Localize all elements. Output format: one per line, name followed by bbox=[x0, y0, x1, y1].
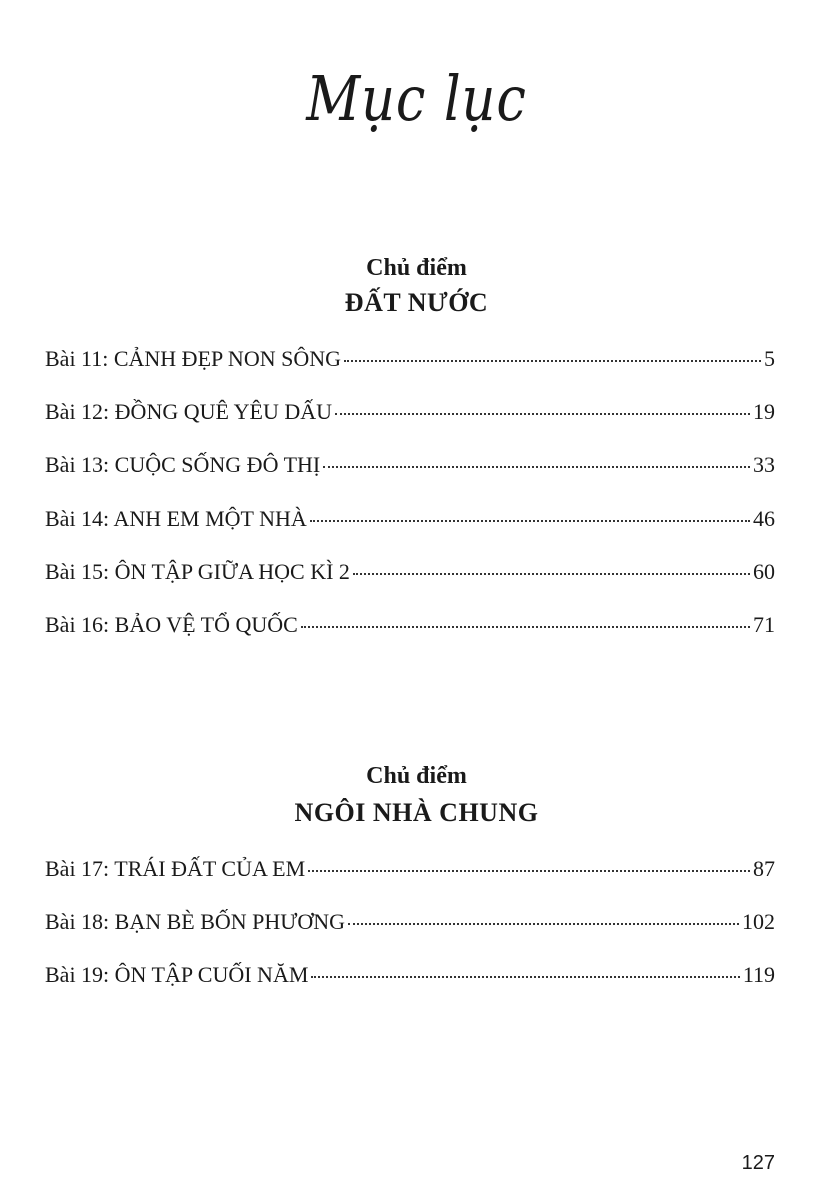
entry-title: Bài 16: BẢO VỆ TỔ QUỐC bbox=[45, 612, 298, 637]
toc-entry[interactable] bbox=[45, 452, 775, 480]
toc-entry[interactable] bbox=[45, 962, 775, 990]
toc-entry[interactable] bbox=[45, 856, 775, 884]
toc-entry[interactable] bbox=[45, 346, 775, 374]
toc-entry[interactable] bbox=[45, 399, 775, 427]
entry-title: Bài 12: ĐỒNG QUÊ YÊU DẤU bbox=[45, 399, 332, 424]
dot-leader bbox=[353, 573, 750, 575]
entry-title: Bài 17: TRÁI ĐẤT CỦA EM bbox=[45, 856, 306, 881]
toc-entry[interactable] bbox=[45, 612, 775, 640]
section-name: NGÔI NHÀ CHUNG bbox=[294, 798, 539, 827]
entry-page: 87 bbox=[753, 856, 775, 881]
section-label: Chủ điểm bbox=[366, 255, 467, 281]
entry-page: 33 bbox=[753, 452, 775, 477]
entry-title: Bài 13: CUỘC SỐNG ĐÔ THỊ bbox=[45, 452, 321, 477]
entry-title: Bài 11: CẢNH ĐẸP NON SÔNG bbox=[45, 346, 341, 371]
dot-leader bbox=[310, 520, 750, 522]
dot-leader bbox=[323, 466, 750, 468]
toc-entry[interactable] bbox=[45, 909, 775, 937]
dot-leader bbox=[335, 413, 750, 415]
toc-entry[interactable] bbox=[45, 506, 775, 534]
entry-page: 5 bbox=[764, 346, 775, 371]
entry-page: 119 bbox=[742, 962, 775, 987]
page-number: 127 bbox=[741, 1152, 775, 1174]
entry-page: 71 bbox=[753, 612, 775, 637]
entry-page: 60 bbox=[753, 559, 775, 584]
entry-page: 46 bbox=[753, 506, 775, 531]
entry-title: Bài 14: ANH EM MỘT NHÀ bbox=[45, 506, 307, 531]
entry-title: Bài 18: BẠN BÈ BỐN PHƯƠNG bbox=[45, 909, 346, 934]
page-title: Mục lục bbox=[306, 62, 527, 135]
dot-leader bbox=[311, 976, 739, 978]
entry-title: Bài 15: ÔN TẬP GIỮA HỌC KÌ 2 bbox=[45, 559, 350, 584]
section-name: ĐẤT NƯỚC bbox=[344, 288, 489, 317]
entry-page: 102 bbox=[742, 909, 775, 934]
entry-title: Bài 19: ÔN TẬP CUỐI NĂM bbox=[45, 962, 309, 987]
dot-leader bbox=[348, 923, 739, 925]
dot-leader bbox=[308, 870, 750, 872]
dot-leader bbox=[344, 360, 761, 362]
entry-page: 19 bbox=[753, 399, 775, 424]
dot-leader bbox=[301, 626, 750, 628]
toc-entry[interactable] bbox=[45, 559, 775, 587]
section-label: Chủ điểm bbox=[366, 763, 467, 789]
